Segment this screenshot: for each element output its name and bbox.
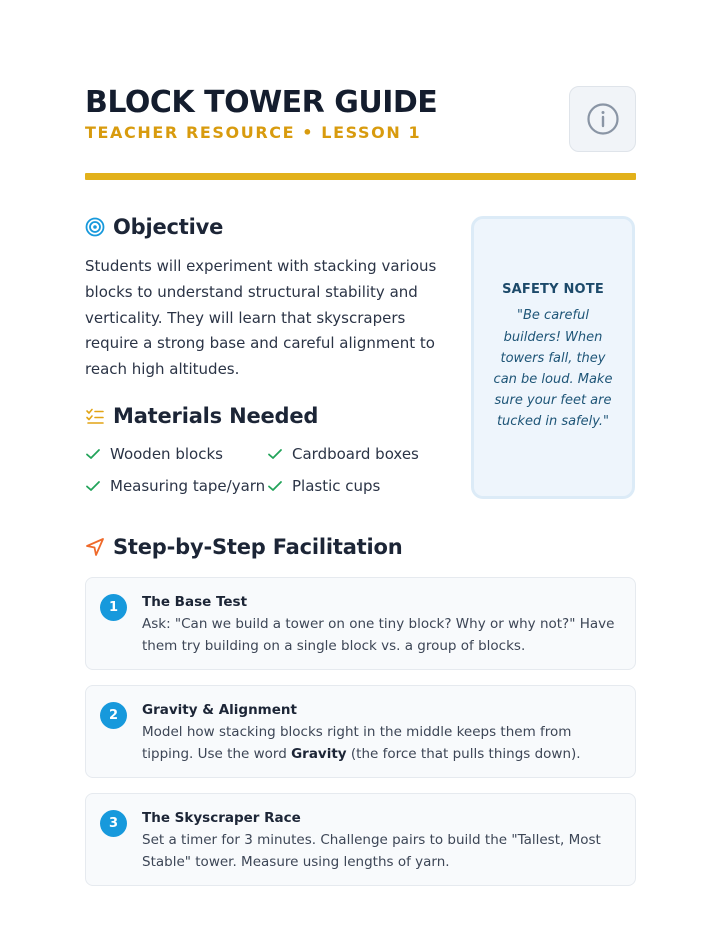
step-body xyxy=(142,722,626,765)
material-label: Plastic cups xyxy=(292,477,381,495)
objective-title: Objective xyxy=(113,215,224,239)
check-icon xyxy=(267,446,283,462)
safety-note-label: SAFETY NOTE xyxy=(502,282,604,298)
material-item xyxy=(85,443,267,465)
page-subtitle: TEACHER RESOURCE • LESSON 1 xyxy=(85,123,422,142)
checklist-icon xyxy=(85,406,105,426)
target-icon xyxy=(85,217,105,237)
step-number-badge: 2 xyxy=(100,702,127,729)
materials-heading xyxy=(85,404,318,428)
material-item xyxy=(267,443,449,465)
info-button[interactable] xyxy=(569,86,636,152)
material-label: Cardboard boxes xyxy=(292,445,419,463)
material-item xyxy=(267,475,449,497)
materials-list xyxy=(85,443,455,497)
step-number-badge: 3 xyxy=(100,810,127,837)
navigation-arrow-icon xyxy=(85,537,105,557)
info-icon xyxy=(586,102,620,136)
check-icon xyxy=(85,478,101,494)
material-item xyxy=(85,475,267,497)
step-body-text: (the force that pulls things down). xyxy=(346,745,581,762)
header-divider xyxy=(85,173,636,180)
step-body: Ask: "Can we build a tower on one tiny block? Why or why not?" Have them try building on a single block vs. a group of blocks. xyxy=(142,616,615,654)
steps-title: Step-by-Step Facilitation xyxy=(113,535,403,559)
safety-note-card xyxy=(471,216,635,499)
steps-heading xyxy=(85,535,403,559)
objective-text: Students will experiment with stacking various blocks to understand structural stability and verticality. They will learn that skyscrapers require a strong base and careful alignment to reach high altitudes. xyxy=(85,257,437,379)
check-icon xyxy=(267,478,283,494)
step-body: Set a timer for 3 minutes. Challenge pairs to build the "Tallest, Most Stable" tower. Measure using lengths of yarn. xyxy=(142,832,601,870)
materials-title: Materials Needed xyxy=(113,404,319,428)
step-number-badge: 1 xyxy=(100,594,127,621)
objective-heading xyxy=(85,215,223,239)
step-body-keyword: Gravity xyxy=(291,745,347,762)
material-label: Measuring tape/yarn xyxy=(110,477,266,495)
page-title: BLOCK TOWER GUIDE xyxy=(85,85,438,120)
step-body-text: Model how stacking blocks right in the middle keeps them from tipping. Use the word xyxy=(142,724,572,762)
step-title: Gravity & Alignment xyxy=(142,702,297,718)
safety-note-text: "Be careful builders! When towers fall, they can be loud. Make sure your feet are tucked in safely." xyxy=(493,308,613,430)
page-header xyxy=(85,86,636,156)
step-title: The Skyscraper Race xyxy=(142,810,301,826)
material-label: Wooden blocks xyxy=(110,445,223,463)
step-card xyxy=(85,793,636,886)
step-card xyxy=(85,577,636,670)
step-title: The Base Test xyxy=(142,594,248,610)
check-icon xyxy=(85,446,101,462)
step-card xyxy=(85,685,636,778)
